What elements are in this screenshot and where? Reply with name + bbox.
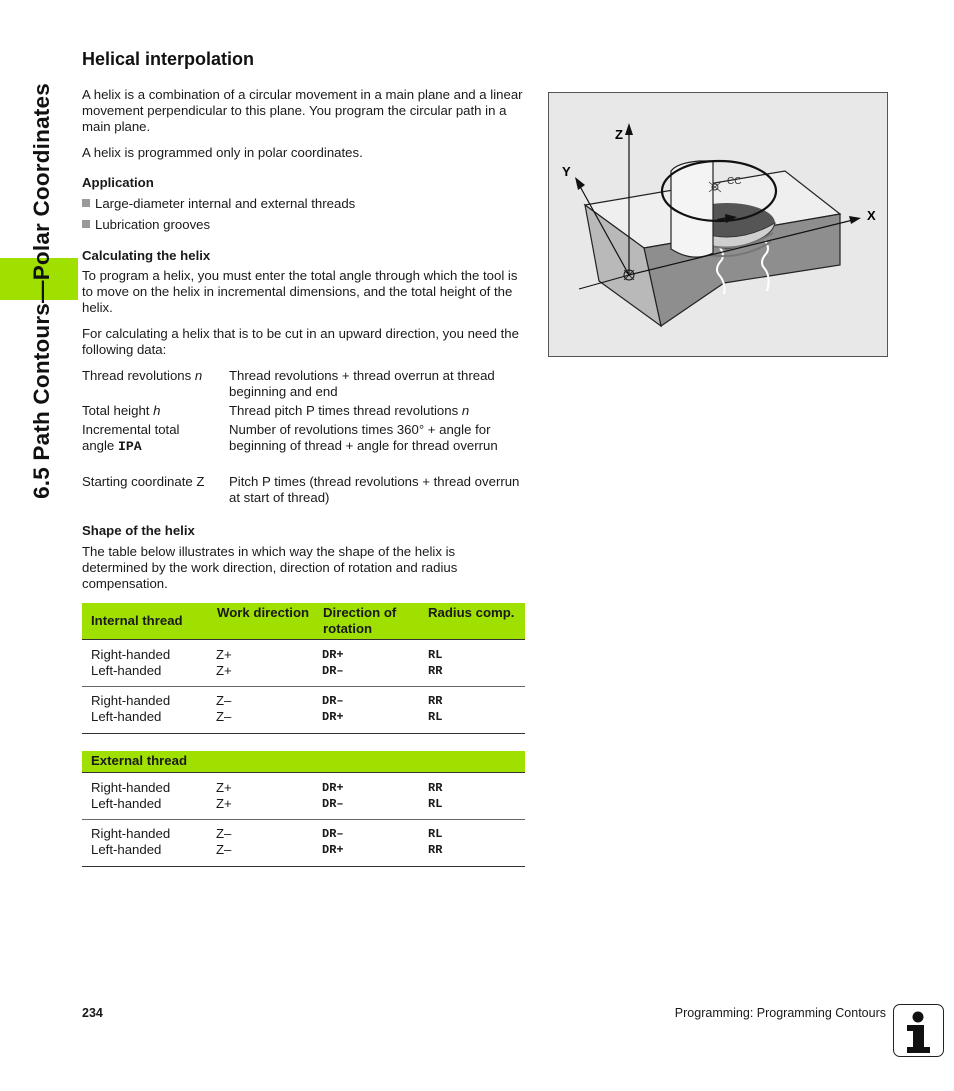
info-icon <box>893 1004 944 1057</box>
table-header-cell: Internal thread <box>91 613 183 628</box>
page-number: 234 <box>82 1006 103 1020</box>
list-item: Lubrication grooves <box>82 217 210 232</box>
definition-desc: Pitch P times (thread revolutions + thread overrun at start of thread) <box>229 474 520 506</box>
calculating-heading: Calculating the helix <box>82 248 211 263</box>
y-axis-label: Y <box>562 164 571 179</box>
definition-term: Starting coordinate Z <box>82 474 205 489</box>
x-axis-label: X <box>867 208 876 223</box>
definition-term: Thread revolutions n <box>82 368 203 383</box>
footer-text: Programming: Programming Contours <box>674 1006 886 1020</box>
application-heading: Application <box>82 175 154 190</box>
table-rule <box>82 819 525 820</box>
table-rule <box>82 866 525 867</box>
bullet-square-icon <box>82 220 90 228</box>
bullet-square-icon <box>82 199 90 207</box>
definition-term: Incremental total angle IPA <box>82 422 180 455</box>
table-rule <box>82 686 525 687</box>
definition-desc: Thread pitch P times thread revolutions n <box>229 403 470 418</box>
table-rule <box>82 733 525 734</box>
cc-label: CC <box>727 176 742 187</box>
table-header-cell: Work direction <box>217 605 310 620</box>
definition-desc: Number of revolutions times 360° + angle for beginning of thread + angle for thread overrun <box>229 422 498 454</box>
table-header-cell: Radius comp. <box>428 605 515 620</box>
intro-paragraph-2: A helix is programmed only in polar coordinates. <box>82 145 363 160</box>
calculating-paragraph-1: To program a helix, you must enter the total angle through which the tool is to move on the helix in incremental dimensions, and the total height of the helix. <box>82 268 518 316</box>
table-header-cell: External thread <box>91 753 188 768</box>
table-header-external <box>82 751 525 772</box>
table-header-cell: Direction of rotation <box>323 605 397 636</box>
definition-desc: Thread revolutions + thread overrun at thread beginning and end <box>229 368 495 400</box>
side-chapter-title: 6.5 Path Contours—Polar Coordinates <box>29 83 54 499</box>
table-rule <box>82 639 525 640</box>
calculating-paragraph-2: For calculating a helix that is to be cut in an upward direction, you need the following data: <box>82 326 519 358</box>
shape-heading: Shape of the helix <box>82 523 195 538</box>
list-item: Large-diameter internal and external threads <box>82 196 355 211</box>
intro-paragraph-1: A helix is a combination of a circular movement in a main plane and a linear movement perpendicular to this plane. You program the circular path in a main plane. <box>82 87 523 135</box>
page-title: Helical interpolation <box>82 49 255 69</box>
helix-diagram <box>549 93 887 356</box>
cutting-tool <box>671 161 713 257</box>
shape-paragraph: The table below illustrates in which way the shape of the helix is determined by the work direction, direction of rotation and radius compensation. <box>82 544 458 592</box>
helix-illustration <box>548 92 888 357</box>
table-rule <box>82 772 525 773</box>
z-axis-label: Z <box>615 127 623 142</box>
table-header-internal <box>82 603 525 639</box>
definition-term: Total height h <box>82 403 161 418</box>
